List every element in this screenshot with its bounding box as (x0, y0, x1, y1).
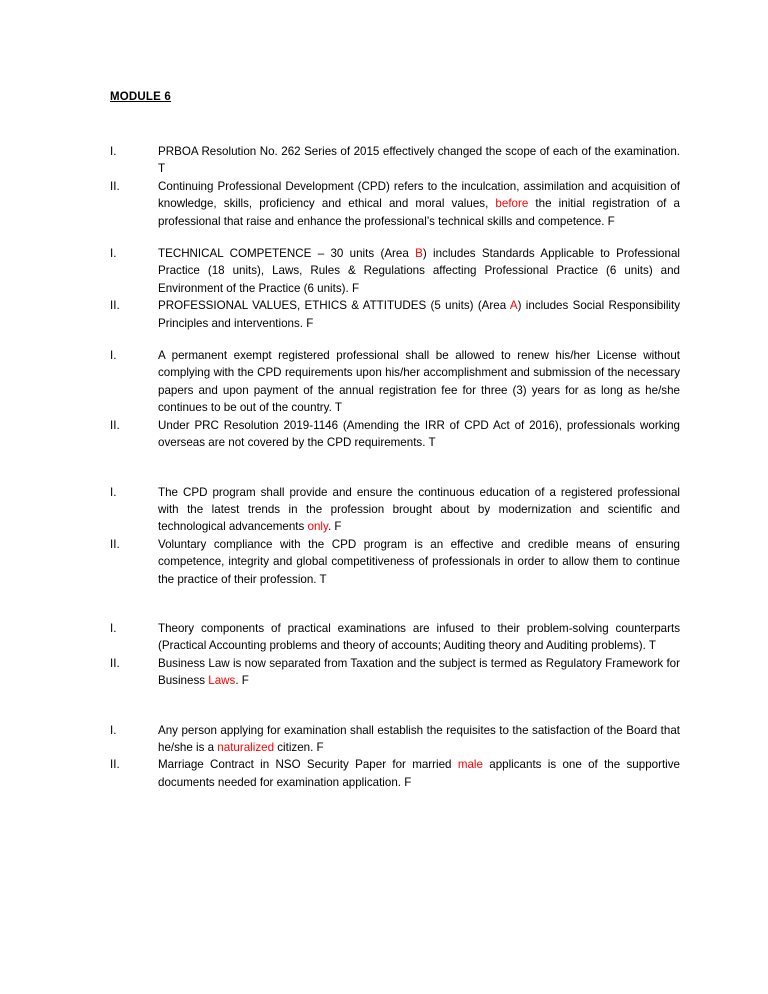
statement-marker: II. (110, 418, 120, 432)
statement-item (110, 536, 680, 588)
highlighted-term: male (457, 758, 483, 772)
statement-text-run: A permanent exempt registered professional shall be allowed to renew his/her License without complying with the CPD requirements upon his/her accomplishment and submission of the necessary papers and upon payment of the annual registration fee for three (3) years for as long as he/she continues to be out of the country. T (158, 349, 680, 415)
statement-item (110, 722, 680, 757)
statement-group (110, 143, 680, 230)
statement-text (158, 178, 680, 230)
statement-marker: I. (110, 247, 117, 261)
statement-group (110, 620, 680, 690)
statement-group (110, 347, 680, 451)
statement-group (110, 722, 680, 792)
statement-item (110, 245, 680, 297)
statement-text-run: PROFESSIONAL VALUES, ETHICS & ATTITUDES (5 units) (Area (158, 299, 510, 313)
statement-text-run: Continuing Professional Development (CPD) refers to the inculcation, assimilation and acquisition of knowledge, skills, proficiency and ethical and moral values, (158, 179, 680, 211)
statement-text (158, 143, 680, 178)
statement-item (110, 347, 680, 417)
statement-text-run: the initial registration of a professional that raise and enhance the professional’s technical skills and competence. F (158, 197, 680, 228)
statement-text-run: The CPD program shall provide and ensure the continuous education of a registered professional with the latest trends in the profession brought about by modernization and scientific and technological advancements (158, 485, 680, 534)
statement-text (158, 484, 680, 536)
statement-text (158, 620, 680, 655)
statement-marker: II. (110, 656, 120, 670)
statement-item (110, 756, 680, 791)
statement-text-run: applicants is one of the supportive documents needed for examination application. F (158, 758, 680, 789)
statement-marker: II. (110, 758, 120, 772)
statement-text-run: ) includes Standards Applicable to Professional Practice (18 units), Laws, Rules & Regulations affecting Professional Practice (6 units) and Environment of the Practice (6 units). F (158, 247, 680, 295)
statement-marker: I. (110, 485, 117, 499)
statement-group (110, 484, 680, 588)
statement-item (110, 620, 680, 655)
highlighted-term: before (495, 197, 529, 211)
statement-text (158, 347, 680, 417)
statement-marker: II. (110, 179, 120, 193)
highlighted-term: only (307, 520, 328, 534)
statement-item (110, 417, 680, 452)
statement-marker: I. (110, 621, 117, 635)
statement-text (158, 722, 680, 757)
highlighted-term: Laws (208, 674, 236, 688)
statement-group (110, 245, 680, 332)
statement-item (110, 484, 680, 536)
statement-item (110, 297, 680, 332)
statement-text (158, 297, 680, 332)
statement-marker: I. (110, 145, 117, 158)
statement-text-run: PRBOA Resolution No. 262 Series of 2015 effectively changed the scope of each of the examination. T (158, 145, 680, 176)
highlighted-term: A (509, 299, 518, 313)
statement-text-run: Any person applying for examination shall establish the requisites to the satisfaction of the Board that he/she is a (158, 723, 680, 754)
statement-groups-container (110, 143, 680, 791)
statement-text-run: Marriage Contract in NSO Security Paper for married (158, 758, 458, 772)
statement-text (158, 245, 680, 297)
statement-text (158, 536, 680, 588)
statement-text-run: Theory components of practical examinations are infused to their problem-solving counterparts (Practical Accounting problems and theory of accounts; Auditing theory and Auditing problems). T (158, 621, 680, 653)
statement-text-run: TECHNICAL COMPETENCE – 30 units (Area (158, 247, 416, 261)
highlighted-term: B (415, 247, 423, 261)
statement-text-run: . F (327, 520, 342, 534)
highlighted-term: naturalized (217, 740, 275, 754)
statement-text (158, 756, 680, 791)
statement-text-run: . F (235, 674, 249, 688)
statement-text-run: Voluntary compliance with the CPD program is an effective and credible means of ensuring competence, integrity and global competitiveness of professionals in order to allow them to continue the practice of their profession. T (158, 537, 680, 586)
statement-text-run: Under PRC Resolution 2019-1146 (Amending the IRR of CPD Act of 2016), professionals working overseas are not covered by the CPD requirements. T (158, 418, 680, 450)
statement-item (110, 655, 680, 690)
statement-marker: II. (110, 537, 120, 551)
statement-text-run: ) includes Social Responsibility Principles and interventions. F (158, 299, 680, 330)
statement-marker: II. (110, 299, 120, 313)
statement-item (110, 143, 680, 178)
statement-text-run: Business Law is now separated from Taxation and the subject is termed as Regulatory Framework for Business (158, 656, 680, 688)
page-title: MODULE 6 (110, 91, 172, 103)
statement-marker: I. (110, 723, 117, 737)
statement-item (110, 178, 680, 230)
statement-text-run: citizen. F (274, 740, 324, 754)
statement-marker: I. (110, 349, 117, 363)
statement-text (158, 655, 680, 690)
statement-text (158, 417, 680, 452)
